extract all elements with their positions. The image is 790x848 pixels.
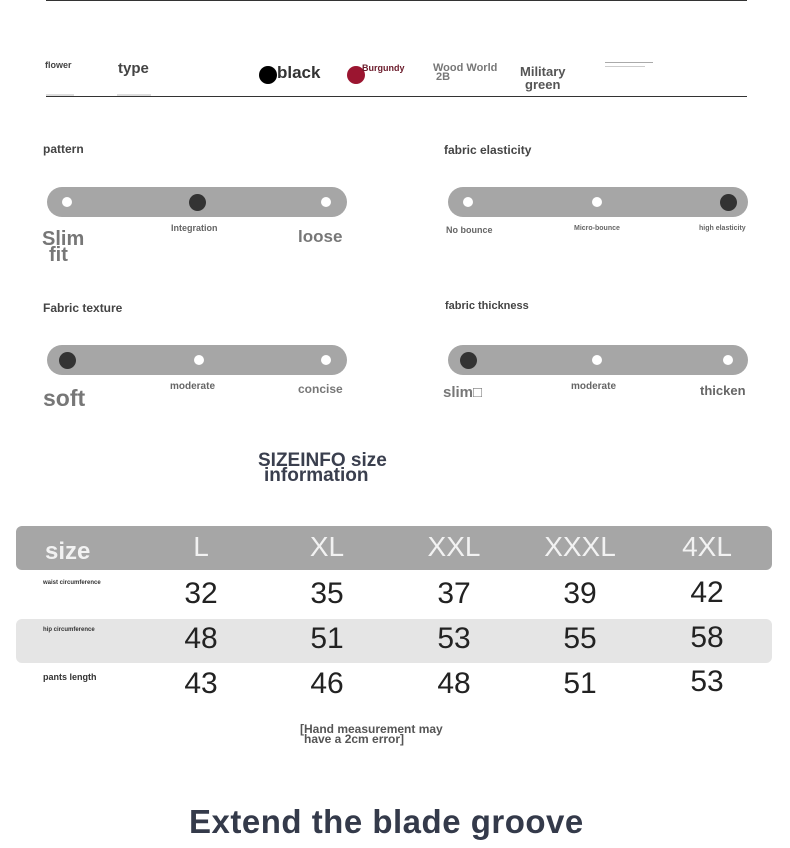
- pattern-option-slim-fit: [42, 228, 85, 266]
- table-cell: 32: [184, 577, 218, 610]
- size-col-xl: XL: [309, 531, 345, 562]
- type-underline: [117, 94, 151, 96]
- table-cell: 58: [690, 621, 724, 654]
- thickness-option-moderate: moderate: [571, 381, 617, 392]
- elasticity-option-micro-bounce: Micro-bounce: [574, 225, 620, 232]
- top-divider: [46, 0, 747, 1]
- faint-text-mark: [605, 62, 653, 63]
- note-line2: have a 2cm error]: [304, 732, 405, 746]
- elasticity-slider[interactable]: [448, 187, 748, 217]
- pattern-knob-slim: [62, 197, 72, 207]
- size-info-title: [258, 450, 387, 486]
- elasticity-knob-no-bounce: [463, 197, 473, 207]
- size-header-label: size: [45, 538, 91, 565]
- elasticity-option-no-bounce: No bounce: [446, 225, 493, 235]
- size-col-l: L: [193, 531, 209, 562]
- table-cell: 39: [563, 577, 597, 610]
- pattern-slider[interactable]: [47, 187, 347, 217]
- thickness-title: fabric thickness: [445, 300, 529, 312]
- type-label: type: [118, 60, 149, 77]
- slim-line2: fit: [49, 244, 68, 266]
- table-cell: 51: [310, 622, 344, 655]
- military-line1: Military: [520, 64, 566, 79]
- texture-option-soft: soft: [43, 385, 86, 411]
- elasticity-knob-selected[interactable]: [720, 194, 737, 211]
- color-black[interactable]: black: [277, 63, 321, 82]
- wood-world-line1: Wood World: [433, 62, 498, 74]
- footer-title: Extend the blade groove: [189, 803, 584, 840]
- texture-knob-selected[interactable]: [59, 352, 76, 369]
- texture-option-concise: concise: [298, 382, 343, 396]
- size-info-line2: information: [264, 465, 369, 486]
- elasticity-knob-micro: [592, 197, 602, 207]
- thickness-slider[interactable]: [448, 345, 748, 375]
- thickness-knob-selected[interactable]: [460, 352, 477, 369]
- size-info-line1: SIZEINFO size: [258, 450, 387, 471]
- table-cell: 46: [310, 667, 344, 700]
- table-cell: 55: [563, 622, 597, 655]
- pattern-option-integration: Integration: [171, 223, 218, 233]
- elasticity-option-high: high elasticity: [699, 225, 746, 232]
- thickness-option-thicken: thicken: [700, 383, 746, 398]
- thickness-option-slim: slim□: [443, 384, 483, 401]
- slim-line1: Slim: [42, 228, 85, 250]
- thickness-knob-thicken: [723, 355, 733, 365]
- wood-world-line2: 2B: [436, 71, 451, 83]
- color-row-divider: [46, 96, 747, 97]
- black-swatch-icon[interactable]: [259, 66, 277, 84]
- color-wood-world[interactable]: [433, 64, 497, 82]
- texture-title: Fabric texture: [43, 301, 123, 315]
- table-cell: 48: [437, 667, 471, 700]
- pattern-title: pattern: [43, 142, 84, 156]
- texture-knob-moderate: [194, 355, 204, 365]
- elasticity-title: fabric elasticity: [444, 143, 532, 157]
- color-military-green[interactable]: [520, 65, 566, 91]
- size-col-xxl: XXL: [427, 531, 481, 562]
- thickness-knob-moderate: [592, 355, 602, 365]
- military-line2: green: [525, 77, 561, 92]
- row-label-hip: hip circumference: [43, 627, 95, 633]
- pattern-option-loose: loose: [298, 227, 343, 246]
- table-cell: 51: [563, 667, 597, 700]
- flower-underline: [46, 94, 74, 96]
- texture-option-moderate: moderate: [170, 381, 216, 392]
- pattern-knob-selected[interactable]: [189, 194, 206, 211]
- texture-knob-concise: [321, 355, 331, 365]
- size-col-4xl: 4XL: [682, 531, 732, 562]
- table-cell: 42: [690, 576, 724, 609]
- table-cell: 43: [184, 667, 218, 700]
- table-cell: 48: [184, 622, 218, 655]
- measurement-note: [300, 724, 443, 744]
- note-line1: [Hand measurement may: [300, 722, 443, 736]
- table-cell: 35: [310, 577, 344, 610]
- color-burgundy[interactable]: Burgundy: [362, 63, 405, 73]
- table-cell: 37: [437, 577, 471, 610]
- pattern-knob-loose: [321, 197, 331, 207]
- size-col-xxxl: XXXL: [544, 531, 616, 562]
- table-cell: 53: [437, 622, 471, 655]
- texture-slider[interactable]: [47, 345, 347, 375]
- flower-label: flower: [45, 60, 72, 70]
- row-label-pants-length: pants length: [43, 672, 97, 682]
- row-label-waist: waist circumference: [43, 580, 101, 586]
- table-cell: 53: [690, 665, 724, 698]
- faint-text-mark-2: [605, 66, 645, 67]
